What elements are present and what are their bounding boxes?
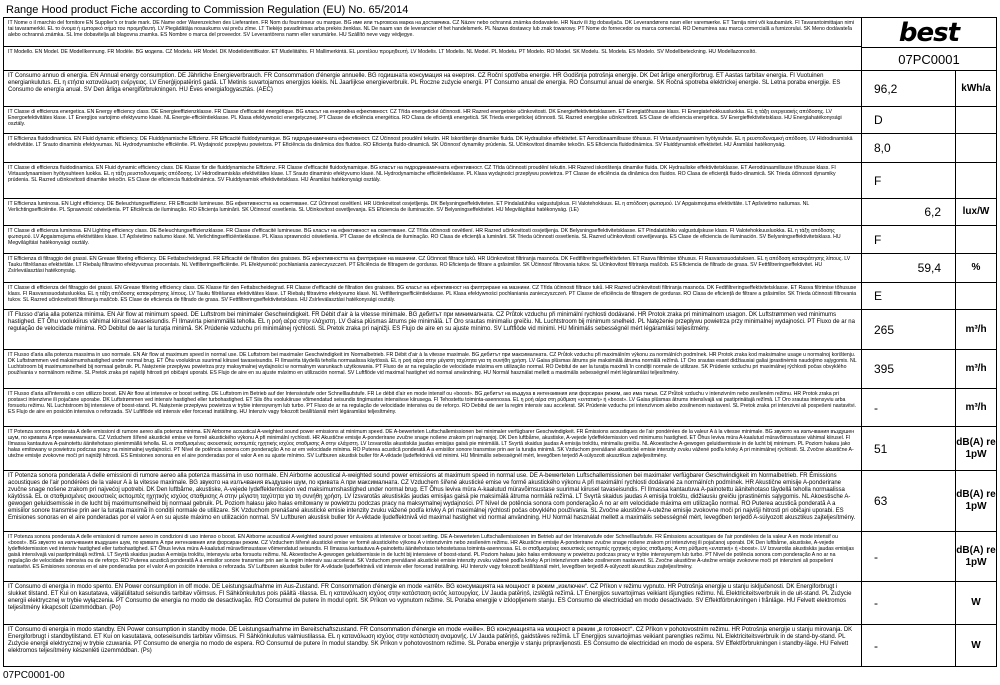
row-value: - (862, 582, 956, 624)
row-description: IT Potenza sonora ponderata A delle emissioni di rumore aereo alla potenza massima in uso normale. EN Airborne acoustical A-weighted sound power emissions at maximum speed in normal use. DE A-bewerteten Luftschallemissionen bei maximaler verfügbarer Geschwindigkeit im Normalbetrieb. FR Émissions acoustiques de l'air pondérées de la valeur A à la vitesse maximale. BG звукото на излъчвания въздушен шум, по кривата A при максималната. CZ Vzduchem šířené akustické emise ve formě akustického výkonu A při maximální rychlosti dodávané za normálních podmínek. HR Akustične emisije A-ponderirane zvučne snage nošene zrakom pri najvećoj upotrebi. DK Den luftbårne, akustiske, A-vejede lydeffektemission ved maksimumshastighed under normal brug. ET Õhus leviva müra A-kaalutud müravõimsustase suurimal kiirusel tavaseisundis. FI Ilmassa kantautuva A-painotettu äänitehotaso täydellä teholla normaalissa käytössä. EL οι σταθμισμένες ακουστικές εκπομπές ηχητικής ισχύος σταθμισης A στην μέγιστη ταχύτητα για τη συνήθη χρήση. LV Izsvarotās akustiskās jaudas emisijas gaisā pie maksimālā ātruma normālā režīmā. LT Svyrtā skaidus jaudas A emisija trokštu, didžiausiu greičiu įprastinėmis sąlygomis. NL Akoestische A-gewogen geluidsemissie in de lucht bij maximumsnelheid bij normaal gebruik. PL Poziom hałasu jako hałas emitowany w powietrzu podczas pracy na maksymalnej wydajności. PT Nível de potência sonora com ponderação A no ar em velocidade máxima em utilização normal. RO Puterea acustică ponderată A a emisiilor sonore transmise prin aer la turația maximă în condiții normale de utilizare. SK Vzduchom prenášané akustické emisie intenzity zvuku vážené podľa krivky A pri maximálnej rýchlosti počas obvyklého používania. SL Zvočne akustične A-utežne emisije zvokovne moči pri najvišji hitrosti pri običajni uporabi. ES Emisiones sonoras en el aire ponderadas por el valor A en su ajuste máximo en utilización normal. SV Luftburen akustisk buller för A-viktade ljudeffektnivå vid maximal hastighet vid normal användning. HU Normál használat mellett a maximális sebességnél mért, levegőben terjedő A-súlyozott akusztikus zajteljesítmény. (4, 471, 862, 531)
row-description: IT Nome o il marchio del fornitore EN Supplier's or trade mark. DE Name oder Warenzeichen des Lieferanten. FR Nom du fournisseur ou marque. BG име или търговска марка на доставчика. CZ Název nebo ochranná známka dodavatele. HR Naziv ili žig dobavljača. DK Leverandørens navn eller varemærke. ET Tarnija nimi või kaubamärk. FI Tavarantoimittajan nimi tai tavaramerkki. EL το όνομα ή εμπορικό σήμα του προμηθευτή. LV Piegādātāja nosaukums vai preču zīme. LT Tiekėjo pavadinimas arba prekės ženklas. NL De naam van de leverancier of het handelsmerk. PL Nazwa dostawcy lub znak towarowy. PT Nome do fornecedor ou marca comercial. RO Denumirea sau marca comercială a furnizorului. SK Meno dodávateľa alebo ochranná známka. SL Ime dobavitelja ali blagovna znamka. ES Nombre o marca del proveedor. SV Leverantörens namn eller varumärke. HU Szállító neve vagy védjegye. (4, 18, 862, 47)
row-value: F (862, 163, 956, 198)
table-row-supplier (4, 18, 996, 47)
row-value: 8,0 (862, 134, 956, 162)
fiche-table (3, 17, 997, 667)
row-unit: dB(A) re 1pW (956, 489, 996, 512)
row-unit: W (971, 597, 981, 608)
table-row-gfe (4, 254, 996, 283)
row-unit: dB(A) re 1pW (956, 436, 996, 460)
row-unit: m³/h (965, 323, 987, 335)
model-cell (862, 47, 996, 71)
row-unit (956, 163, 996, 198)
table-row-fde-class (4, 163, 996, 199)
row-unit (956, 226, 996, 253)
row-description: IT Modello. EN Model. DE Modellkennung. FR Modèle. BG модела. CZ Modelu. HR Model. DK Modelidentifikator. ET Mudeliitähis. FI Mallimerkintä. EL μοντέλου προμηθευτή. LV Modelis. LT Modelis. NL Model. PL Modelu. PT Modelo. RO Model. SK Modelu. SL Modela. ES Modelo. SV Modellbeteckning. HU Modellazonosító. (4, 47, 862, 70)
row-description: IT Efficienza di filtraggio dei grassi. EN Grease filtering efficiency. DE Fettabscheidegrad. FR Efficacité de filtration des graisses. BG ефективността на филтриране на мазнини. CZ Účinnost filtrace tuků. HR Učinkovitost filtriranja masnoća. DK Fedtfiltreringseffektiviteten. ET Rasva filtrimise tõhusus. FI Rasvanssuodatuksen. EL η απόδοση κατακράτησης λίπους. LV Tauku filtrēšanas efektivitāte. LT Riebalų filtravimo efektyvumas procentais. NL Vetfilteringsefficiëntie. PL Efektywność pochłaniania zanieczyszczeń. PT Eficiência de filtragem de gorduras. RO Eficiența de filtrare a grăsimilor. SK Účinnosť filtrovania tukov. SL Učinkovitost filtriranja maščob. ES Eficiencia de filtrado de grasa. SV Fettfiltreringseffektivitet. HU Zsírleválasztási hatékonyság. (4, 254, 862, 282)
row-value: D (862, 107, 956, 133)
row-unit: lux/W (962, 206, 990, 217)
row-unit (956, 134, 996, 162)
row-value: - (862, 389, 956, 426)
table-row-power-standby (4, 625, 996, 666)
table-row-le (4, 199, 996, 226)
row-value: 51 (862, 427, 956, 470)
row-value: 63 (862, 471, 956, 531)
row-unit: m³/h (965, 401, 987, 413)
row-unit: % (971, 262, 981, 273)
row-description: IT Potenza sonora ponderata A delle emissioni di rumore aereo in condizioni di uso intenso o boost. EN Airborne acoustical A-weighted sound power emissions at intensive or boost setting. DE A-bewerteten Luftschallemissionen im Betrieb auf der Intensivstufe oder Schnelllaufstufe. FR Émissions acoustiques de l'air pondérées de la valeur A en mode intensif ou «boost». BG звукото на излъчвания въздушен шум, по кривата A при интензивния или форсиран режим. CZ Vzduchem šířené akustické emise ve formě akustického výkonu A v intenzivním nebo zesíleném režimu. HR Akustične emisije A-ponderirane zvučne snage nošene zrakom pri intenzivnoj ili pojačanoj uporabi. DK Den luftbårne, akustiske, A-vejede lydeffektemission ved intensiv hastighed eller turbohastighed. ET Õhus leviva müra A-kaalutud müravõimsustase võimendatud seisundis. FI Ilmassa kantautuva A-painotettu äänitehotaso tehostetussa toiminta-asennossa. EL οι σταθμισμένες ακουστικές εκπομπές ηχητικής ισχύος σταθμισης A στη ρύθμιση «εντατική» ή «boost». LV Izsvarotās akustiskās jaudas emisijas gaisā intensīvajā vai pastiprinātajā režīmā. LT Svyrtā skaidus jaudas A emisija trokštu, intensyviu arba forsuotu režimu. NL Akoestische A-gewogen geluidsemissie in de lucht bij intensieve of boost-stand. PL Poziom hałasu jako hałas emitowany w powietrzu podczas pracy w trybie intensywnym lub turbo. PT Nível de potência sonora com ponderação A no ar na regulação de velocidade intensiva ou de reforço. RO Puterea acustică ponderată A a emisiilor sonore transmise prin aer la regim intensiv sau accelerat. SK Vzduchom prenášané akustické emisie intenzity zvuku vážené podľa krivky A pri intenzívnom alebo zosilnenom nastavení. SL Zvočne akustične A-utežne emisije zvokovne moči pri intenzivni ali pospešeni nastavitvi. ES Emisiones sonoras en el aire ponderadas por el valor A en posición intensiva o reforzada. SV Luftburen akustisk buller för A-viktade ljudeffektnivå vid intensiv eller forcerad inställning. HU Intenzív vagy fokozott beállításnál mért, levegőben terjedő A-súlyozott akusztikus zajteljesítmény. (4, 532, 862, 581)
row-value: 395 (862, 350, 956, 388)
table-row-air-flow-boost (4, 389, 996, 427)
document-code: 07PC0001-00 (3, 670, 65, 681)
row-unit: dB(A) re 1pW (956, 544, 996, 568)
brand-logo-text: best (898, 17, 960, 48)
row-value: 265 (862, 310, 956, 349)
row-description: IT Flusso d'aria alla potenza minima. EN Air flow at minimum speed. DE Luftstrom bei minimaler Geschwindigkeit. FR Débit d'air à la vitesse minimale. BG дебитът при минималната. CZ Průtok vzduchu při minimální rychlosti dodávané. HR Protok zraka pri minimalnom usagon. DK Luftstrømmen ved minimums hastighed. ET Õhu voolukiirus vähimal kiirusel tavaseisundis. FI Ilmavirta pienimmällä teholla. EL η ροή αέρα στην ελάχιστη. LV Gaisa plūsmas ātrums pie minimālā. LT Oro srautas minimaliu greičiu. NL Luchtstroom bij minimum snelheid. PL Natężenie przepływu powietrza przy minimalnej wydajności. PT Fluxo de ar na regulação de velocidade mínima. RO Debitul de aer la turația minimă. SK Prúdenie vzduchu pri minimálnej rýchlosti. SL Pretok zraka pri najnižji. ES Flujo de aire en su ajuste mínimo. SV Luftflöde vid minimi. HU Minimális sebességnél mért légáramlási teljesítmény. (4, 310, 862, 349)
row-description: IT Efficienza fluidodinamica. EN Fluid dynamic efficiency. DE Fluiddynamische Effizienz. FR Efficacité fluidodynamique. BG гидродинамичната ефективност. CZ Účinnost proudění tekutin. HR Iskorištenje dinamike fluida. DK Hydrauliske effektivitet. ET Aerodünaamilisuse tõhusus. FI Virtausdynaaminen hyötysuhde. EL η ρευστοδυναμική απόδοση. LV Hidrodinamiskā efektivitāte. LT Srauto dinaminis efektyvumas. NL Hydrodynamische efficiëntie. PL Wydajność przepływu powietrza. PT Eficiência da dinâmica dos fluidos. RO Eficiența fluido-dinamică. SK Účinnosť dynamiky prúdenia. SL Učinkovitost dinamike tekočin. ES Eficiencia fluidodinámica. SV Fluiddynamisk effektivitet. HU Áramlási hatékonyság. (4, 134, 862, 162)
table-row-le-class (4, 226, 996, 254)
row-description: IT Consumo di energia in modo standby. EN Power consumption in standby mode. DE Leistungsaufnahme im Bereitschaftszustand. FR Consommation d'énergie en mode «veille». BG консумацията на мощност в режим „в готовност“. CZ Příkon v pohotovostním režimu. HR Potrošnja energije u stanju mirovanja. DK Energiforbrugt i standbytilstand. ET Kui on kasutatava, ooteseisundis tarbitav võimsus. FI Sähkönkulutus valmiustilassa. EL η κατανάλωση ισχύος στην κατάσταση αναμονής. LV Jauda patēriņš, gaidstāves režīmā. LT Energijos suvartojimas veikiant parengties režimu. NL Elektriciteitsverbruik in de stand-by-stand. PL Zużycie energii elektrycznej w trybie czuwania. PT Consumo de energia no modo de espera. RO Consumul de putere în modul standby. SK Príkon v pohotovostnom režime. SL Poraba energije v stanju pripravljenosti. ES Consumo de electricidad en modo de espera. SV Effektförbrukningen i standby-läge. HU Felvett elektromos teljesítmény készenléti üzemmódban. (Ps) (4, 625, 862, 666)
row-unit: W (971, 639, 981, 651)
row-description: IT Classe di efficienza del filtraggio dei grassi. EN Grease filtering efficiency class. DE Klasse für den Fettabscheidegrad. FR Classe d'efficacité de filtration des graisses. BG класът на ефективност на филтриране на мазнини. CZ Třída účinnosti filtrace tuků. HR Razred učinkovitosti filtriranja masnoća. DK Fedtfiltreringseffektivitetsklasse. ET Rasva filtrimise tõhususe klass. FI Rasvanssuodatusluokka. EL η τάξη απόδοσης κατακράτησης λίπους. LV Tauku filtrēšanas efektivitātes klase. LT Riebalų filtravimo efektyvumo klasė. NL Vetfilteringsefficiëntieklasse. PL Klasa efektywności pochłaniania zanieczyszczeń. PT Classe de eficiência de filtragem de gorduras. RO Clasa de eficiență de filtrare a grăsimilor. SK Trieda účinnosti filtrovania tukov. SL Razred učinkovitosti filtriranja maščob. ES Clase de eficiencia de filtrado de grasa. SV Fettfiltreringseffektivitetsklass. HU Zsírleválasztási hatékonysági osztály. (4, 283, 862, 309)
row-value: F (862, 226, 956, 253)
row-description: IT Classe di efficienza fluidodinamica. EN Fluid dynamic efficiency class. DE Klasse für die fluiddynamische Effizienz. FR Classe d'efficacité fluidodynamique. BG класът на гидродинамичната ефективност. CZ Třída účinnosti proudění tekutin. HR Razred iskorištenja dinamike fluida. DK Hydrauliske effektivitetsklasse. ET Aerodünaamilisuse tõhususe klass. FI Virtausdynaamisen hyötysuhteen luokka. EL η τάξη ρευστοδυναμικής απόδοσης. LV Hidrodinamiskās efektivitātes klase. LT Srauto dinaminio efektyvumo klasė. NL Hydrodynamische efficiëntieklasse. PL Klasa wydajności przepływu powietrza. PT Classe de eficiência da dinâmica dos fluidos. RO Clasa de eficiență fluido-dinamică. SK Trieda účinnosti dynamiky prúdenia. SL Razred učinkovitosti dinamike tekočin. ES Clase de eficiencia fluidodinámica. SV Fluiddynamisk effektivitetsklass. HU Áramlási hatékonysági osztály. (4, 163, 862, 198)
row-value: - (862, 625, 956, 666)
row-description: IT Consumo di energia in modo spento. EN Power consumption in off mode. DE Leistungsaufnahme im Aus-Zustand. FR Consommation d'énergie en mode «arrêt». BG консумацията на мощност в режим „изключен“. CZ Příkon v režimu vypnuto. HR Potrošnja energije u stanju isključenosti. DK Energiforbrugt i slukket tilstand. ET Kui on kasutatava, väljalülitatud seisundis tarbitav võimsus. FI Sähkönkulutus pois päältä -tilassa. EL η κατανάλωση ισχύος στην κατάσταση εκτός λειτουργίας. LV Jauda patēriņš, izslēgtā režīmā. LT Energijos suvartojimas veikiant išjungties režimu. NL Elektriciteitsverbruik in de uit-stand. PL Zużycie energii elektrycznej w trybie wyłączenia. PT Consumo de energia no modo de desactivação. RO Consumul de putere în modul oprit. SK Príkon vo vypnutom režime. SL Poraba energije v izklopljenem stanju. ES Consumo de electricidad en modo desactivado. SV Effektförbrukningen i frånläge. HU Felvett elektromos teljesítmény kikapcsolt üzemmódban. (Po) (4, 582, 862, 624)
row-value: 59,4 (862, 254, 956, 282)
table-row-air-flow-min (4, 310, 996, 350)
row-description: IT Flusso d'aria alla potenza massima in uso normale. EN Air flow at maximum speed in normal use. DE Luftstrom bei maximaler Geschwindigkeit im Normalbetrieb. FR Débit d'air à la vitesse maximale. BG дебитът при максималната. CZ Průtok vzduchu při maximálním výkonu za normálních podmínek. HR Protok zraka kod maksimalne usage u normalnoj korištenju. DK Luftstrømmen ved maksimumshastighed under normal brug. ET Õhu voolukiirus suurimal kiirusel tavaseisundis. FI Ilmavirta täydellä teholla normaalissa käytössä. EL η ροή αέρα στην μέγιστη ταχύτητα για τη συνήθη χρήση. LV Gaisa plūsmas ātrums pie maksimālā ātruma normālā režīmā. LT Oro srautas esant didžiausiai galiai įprastinėmis naudojimo sąlygomis. NL Luchtstroom bij maximumsnelheid bij normaal gebruik. PL Natężenie przepływu powietrza przy maksymalnej wydajności w normalnym warunkach użytkowania. PT Fluxo de ar na regulação de velocidade máxima em utilização normal. RO Debitul de aer la turația maximă în condiții normale de utilizare. SK Prúdenie vzduchu pri maximálnej rýchlosti počas obvyklého používania v normálnom režime. SL Pretok zraka pri najvišji hitrosti pri običajni uporabi. ES Flujo de aire en su ajuste máximo en utilización normal. SV Luftflöde vid maximal hastighet vid normal användning. HU Normál használat mellett a maximális sebességnél mért légáramlási teljesítmény. (4, 350, 862, 388)
table-row-noise-boost (4, 532, 996, 582)
row-value: - (862, 532, 956, 581)
page-title: Range Hood product Fiche according to Commission Regulation (EU) No. 65/2014 (6, 4, 409, 16)
table-row-aec (4, 71, 996, 107)
table-row-power-off (4, 582, 996, 625)
row-unit (956, 283, 996, 309)
row-description: IT Classe di efficienza luminosa. EN Lighting efficiency class. DE Beleuchtungseffizienzklasse. FR Classe d'efficacité lumineuse. BG класът на ефективност на осветяване. CZ Třída účinnosti osvětlení. HR Razred učinkovitosti osvjetljenja. DK Belysningseffektivitetsklasse. ET Pindalatühiku valgustuljskuse klass. FI Valotehokkuusluokka. EL η τάξη απόδοσης φωτισμού. LV Apgaismojuma efektivitātes klase. LT Apšvietimo našumo klasė. NL Verlichtingsefficiëntieklasse. PL Klasa sprawności oświetlenia. PT Classe de eficiência de iluminação. RO Clasa de eficiență a luminării. SK Trieda účinnosti osvetlenia. SL Razred učinkovitosti osvetljevanja. ES Clase de eficiencia de iluminación. SV Belysningseffektivitetsklass. HU Megvilágítási hatékonysági osztály. (4, 226, 862, 253)
row-description: IT Potenza sonora ponderata A delle emissioni di rumore aereo alla potenza minima. EN Airborne acoustical A-weighted sound power emissions at minimum speed. DE A-bewerteten Luftschallemissionen bei minimaler verfügbarer Geschwindigkeit. FR Émissions acoustiques de l'air pondérées de la valeur A à la vitesse minimale. BG звукото на излъчвания въздушен шум, по кривата A при минималната. CZ Vzduchem šířené akustické emise ve formě akustického výkonu A při minimální rychlosti. HR Akustične emisije A-ponderirane zvučne snage nošene zrakom pri najmanjoj. DK Den luftbårne, akustiske, A-vejede lydeffektemission ved minimums hastighed. ET Õhus leviva müra A-kaalutud müravõimsustase vähimal kiirusel. FI Ilmassa kantautuva A-painotettu äänitehotaso pienimmällä teholla. EL οι σταθμισμένες ακουστικές εκπομπές ηχητικής ισχύος σταθμισης A στην ελάχιστη. LV Izsvarotās akustiskās jaudas emisijas gaisā pie minimālā. LT Svyrtā skaidus jaudas A emisija trokštu, minimaliu greičiu. NL Akoestische A-gewogen geluidsemissie in de lucht bij minimum. PL Poziom hałasu jako hałas emitowany w powietrzu podczas pracy na minimalnej wydajności. PT Nível de potência sonora com ponderação A no ar em velocidade mínima. RO Puterea acustică ponderată A a emisiilor sonore transmise prin aer la turația minimă. SK Vzduchom prenášané akustické emisie intenzity zvuku vážené podľa krivky A pri minimálnej rýchlosti. SL Zvočne akustične A-utežne emisije zvokovne moči pri najnižji hitrosti. ES Emisiones sonoras en el aire ponderadas por el valor A en su ajuste mínimo. SV Luftburen akustisk buller för A-viktade ljudeffektnivå vid minimi. HU Minimális sebességnél mért, levegőben terjedő A-súlyozott akusztikus zajteljesítmény. (4, 427, 862, 470)
row-value: E (862, 283, 956, 309)
row-description: IT Flusso d'aria all'intensità o con utilizzo boost. EN Air flow at intensive or boost setting. DE Luftstrom im Betrieb auf der Intensivstufe oder Schnelllaufstufe. FR Le débit d'air en mode intensif ou «boost». BG дебитът на въздуха в интензивния или форсиран режим, ако има такъв. CZ Průtok vzduchu v intenzivním nebo zesíleném režimu. HR Protok zraka pri postavci intenzivne ili pojačane uporabe. DK Luftstrømmen ved intensiv hastighed eller turbohastighed. ET Siis õhu voolukiiruse võimendatud seisundis tingimustes intensiivse kiirusega. FI Tehostettu toiminta-asennossa. EL η ροή αέρα στη ρύθμιση «εντατική» ή «boost». LV Gaisa plūsmas ātrums intensīvajā vai pastiprinātajā režīmā. LT Oro srautas intensyviu arba forsuotu režimu. NL Luchtstroom bij intensieve of boost-stand. PL Natężenie przepływu powietrza w trybie intensywnym lub turbo. PT Fluxo de ar na regulação de velocidade intensiva ou de reforço. RO Debitul de aer la regim intensiv sau accelerat. SK Prúdenie vzduchu pri intenzívnom alebo zosilnenom nastavení. SL Pretok zraka pri intenzivni ali pospešeni nastavitvi. ES Flujo de aire en posición intensiva o reforzada. SV Luftflöde vid intensiv eller forcerad inställning. HU Intenzív vagy fokozott beállításnál mért légáramlási teljesítmény. (4, 389, 862, 426)
table-row-air-flow-max (4, 350, 996, 389)
row-unit (956, 107, 996, 133)
table-row-gfe-class (4, 283, 996, 310)
table-row-fde (4, 134, 996, 163)
row-value: 6,2 (862, 199, 956, 225)
row-unit: m³/h (965, 363, 987, 374)
table-row-model (4, 47, 996, 71)
row-description: IT Efficienza luminosa. EN Light efficiency. DE Beleuchtungseffizienz. FR Efficacité lumineuse. BG ефективността на осветяване. CZ Účinnost osvětlení. HR Učinkovitost osvjetljenja. DK Belysningseffektiviteten. ET Pindalatühiku valgustuljskus. FI Valotehokkuus. EL η απόδοση φωτισμού. LV Apgaismojuma efektivitāte. LT Apšvietimo našumas. NL Verlichtingsefficiëntie. PL Sprawność oświetlenia. PT Eficiência de iluminação. RO Eficiența luminării. SK Účinnosť osvetlenia. SL Učinkovitost osvetljevanja. ES Eficiencia de iluminación. SV Belysningseffektivitet. HU Megvilágítási hatékonyság. (LE) (4, 199, 862, 225)
table-row-noise-min (4, 427, 996, 471)
row-value: 96,2 (862, 71, 956, 106)
brand-logo (862, 18, 996, 47)
model-value: 07PC0001 (898, 52, 960, 67)
table-row-noise-max (4, 471, 996, 532)
row-description: IT Classe di efficienza energetica. EN Energy efficiency class. DE Energieeffizienzklasse. FR Classe d'efficacité énergétique. BG класът на енергийна ефективност. CZ Třída energetické účinnosti. HR Razred energetske učinkovitosti. DK Energieffektivitetsklassen. ET Energiatõhususe klass. FI Energiatehokkuusluokka. EL η τάξη ενεργειακής απόδοσης. LV Energoefektivitātes klase. LT Energijos vartojimo efektyvumo klasė. NL Energie-efficiëntieklasse. PL Klasa efektywności energetycznej. PT Classe de eficiência energética. RO Clasa de eficiență energetică. SK Trieda energetickej účinnosti. SL Razred energijske učinkovitosti. ES Clase de eficiencia energética. SV Energieffektivitetsklass. HU Energiahatékonysági osztály. (4, 107, 862, 133)
row-description: IT Consumo annuo di energia. EN Annual energy consumption. DE Jährliche Energieverbrauch. FR Consommation d'énergie annuelle. BG годишната консумация на енергия. CZ Roční spotřeba energie. HR Godišnja potrošnja energije. DK Det årlige energiforbrug. ET Aastas tarbitav energia. FI Vuotuinen energiankulutus. EL η ετήσια κατανάλωση ενέργειας. LV Enerģijopatēriņš gadā. LT Metinis suvartojamos energijos kiekis. NL Jaarlijkse energieverbruik. PL Roczne zużycie energii. PT Consumo anual de energia. RO Consumul anual de energie. SK Ročná spotreba elektrickej energie. SL Letna poraba energije. ES Consumo de energía anual. SV Den årliga energiförbrukningen. HU Éves energiafogyasztás. (AEC) (4, 71, 862, 106)
row-unit: kWh/a (961, 82, 991, 94)
table-row-energy-class (4, 107, 996, 134)
